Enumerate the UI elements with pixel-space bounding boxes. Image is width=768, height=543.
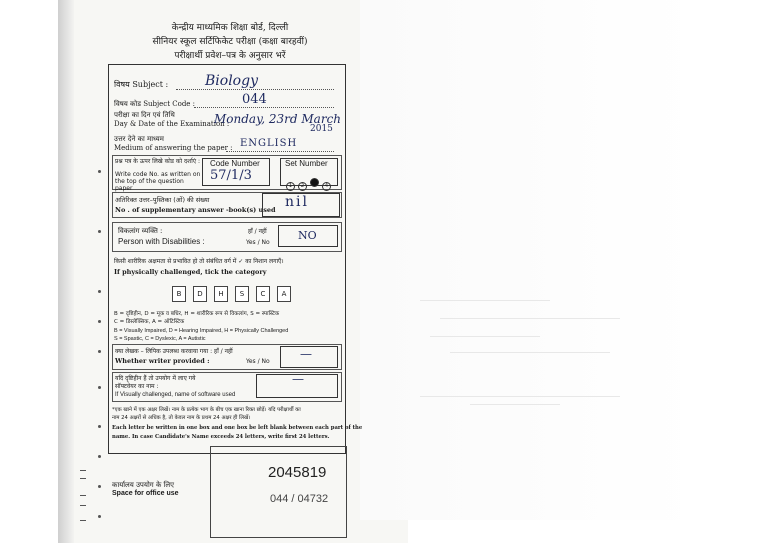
set-option-2[interactable]: 2	[298, 182, 307, 191]
writer-options: Yes / No	[246, 358, 270, 365]
date-label: Day & Date of the Examination :	[114, 120, 230, 128]
fill-instruction: परीक्षार्थी प्रवेश–पत्र के अनुसार भरें	[174, 51, 286, 61]
medium-label-hindi: उत्तर देने का माध्यम	[114, 135, 164, 143]
software-value[interactable]: —	[292, 372, 304, 386]
date-value[interactable]: Monday, 23rd March	[214, 112, 342, 126]
category-cell-a[interactable]: A	[277, 286, 291, 302]
category-label-hindi: किसी शारीरिक अक्षमता से प्रभावित हो तो संबंधित वर्ग में ✓ का निशान लगाएँ।	[114, 258, 284, 265]
software-label: If Visually challenged, name of software used	[115, 392, 236, 398]
subject-line	[176, 89, 334, 90]
scanned-page-right	[360, 0, 700, 520]
subject-code-line	[194, 107, 334, 108]
exam-name: सीनियर स्कूल सर्टिफिकेट परीक्षा (कक्षा बारहवीं)	[152, 37, 308, 47]
software-label-hindi-1: यदि दृष्टिहीन हैं तो उपयोग में लाए गये	[115, 375, 196, 382]
code-number-value[interactable]: 57/1/3	[210, 168, 252, 183]
category-legend-hindi-2: C = डिस्लेक्सिक, A = ऑटिस्टिक	[114, 319, 185, 325]
subject-code-label: विषय कोड Subject Code :	[114, 100, 196, 108]
disability-options: Yes / No	[246, 239, 270, 246]
category-label: If physically challenged, tick the category	[114, 268, 267, 276]
set-option-3-selected[interactable]	[310, 178, 319, 187]
instruction-english-1: Each letter be written in one box and one box be left blank between each part of the	[112, 425, 363, 431]
disability-label: Person with Disabilities :	[118, 237, 205, 246]
writer-value[interactable]: —	[300, 347, 312, 361]
question-code-label-hindi: प्रश्न पत्र के ऊपर लिखे कोड को दर्शाएं :	[115, 158, 201, 165]
board-name: केन्द्रीय माध्यमिक शिक्षा बोर्ड, दिल्ली	[171, 23, 289, 33]
software-label-hindi-2: सॉफ्टवेयर का नाम :	[115, 383, 159, 390]
set-number-options[interactable]	[286, 172, 334, 191]
disability-label-hindi: विकलांग व्यक्ति :	[118, 227, 163, 235]
category-cell-d[interactable]: D	[193, 286, 207, 302]
category-cell-c[interactable]: C	[256, 286, 270, 302]
category-cell-s[interactable]: S	[235, 286, 249, 302]
page-shadow	[58, 0, 74, 543]
set-option-4[interactable]: 4	[322, 182, 331, 191]
date-label-hindi: परीक्षा का दिन एवं तिथि	[114, 111, 175, 119]
medium-value[interactable]: ENGLISH	[240, 138, 298, 149]
office-code: 044 / 04732	[270, 493, 329, 505]
medium-line	[226, 151, 334, 152]
subject-value[interactable]: Biology	[205, 73, 258, 89]
disability-options-hindi: हाँ / नहीं	[248, 228, 267, 235]
set-option-1[interactable]: 1	[286, 182, 295, 191]
office-number: 2045819	[268, 464, 327, 481]
instruction-hindi-1: *एक खाने में एक अक्षर लिखें। नाम के प्रत्येक भाग के बीच एक खाना रिक्त छोड़ें। यदि परीक्षार्थी का	[112, 407, 301, 413]
medium-label: Medium of answering the paper :	[114, 144, 233, 152]
supplementary-value[interactable]: nil	[285, 194, 309, 210]
office-use-box	[210, 446, 347, 538]
office-use-label: Space for office use	[112, 490, 179, 497]
set-number-header: Set Number	[285, 159, 328, 168]
writer-label: Whether writer provided :	[115, 357, 210, 365]
category-legend-1: B = Visually Impaired, D = Hearing Impaired, H = Physically Challenged	[114, 328, 289, 334]
code-number-header: Code Number	[210, 159, 260, 168]
category-legend-hindi-1: B = दृष्टिहीन, D = मूक व बधिर, H = शारीरिक रूप से विकलांग, S = स्पास्टिक	[114, 311, 280, 317]
subject-code-value[interactable]: 044	[242, 92, 267, 107]
year-value[interactable]: 2015	[310, 124, 333, 134]
supplementary-label: No . of supplementary answer -book(s) used	[115, 206, 276, 214]
disability-value[interactable]: NO	[298, 229, 317, 242]
subject-label: विषय Subject :	[114, 80, 169, 89]
instruction-hindi-2: नाम 24 अक्षरों से अधिक है, तो केवल नाम के प्रथम 24 अक्षर ही लिखें।	[112, 415, 251, 421]
question-code-label: Write code No. as written on the top of the question paper	[115, 171, 201, 192]
supplementary-label-hindi: अतिरिक्त उत्तर–पुस्तिका (ओं) की संख्या	[115, 196, 210, 204]
category-cell-h[interactable]: H	[214, 286, 228, 302]
instruction-english-2: name. In case Candidate's Name exceeds 24 letters, write first 24 letters.	[112, 434, 330, 440]
category-cell-b[interactable]: B	[172, 286, 186, 302]
writer-label-hindi: क्या लेखक – लिपिक उपलब्ध करवाया गया : हाँ / नहीं	[115, 348, 233, 355]
office-use-label-hindi: कार्यालय उपयोग के लिए	[112, 481, 174, 489]
category-legend-2: S = Spastic, C = Dyslexic, A = Autistic	[114, 336, 206, 342]
